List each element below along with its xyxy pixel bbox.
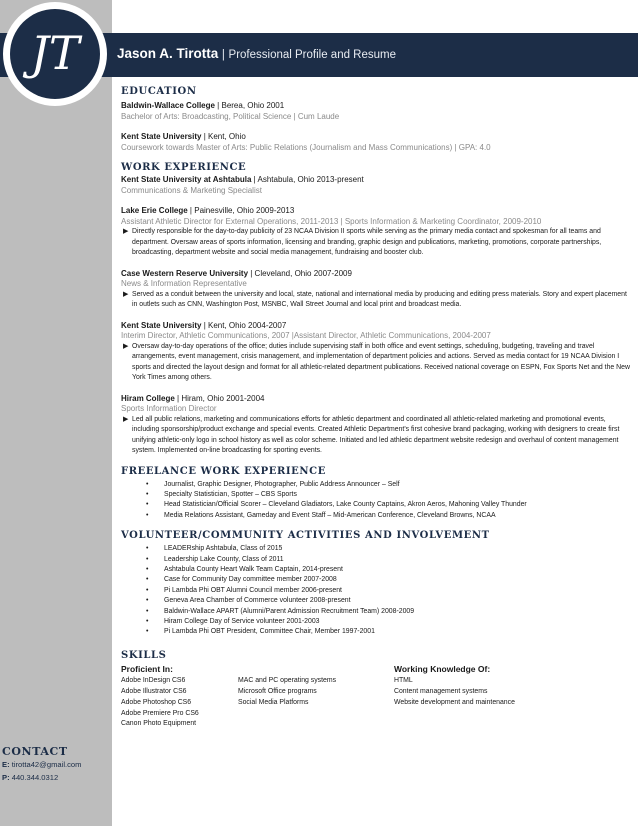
email-line [2,759,110,771]
employer-location: | Hiram, Ohio 2001-2004 [174,393,265,403]
job-entry [121,394,633,457]
employer-name: Lake Erie College [121,206,188,215]
list-item: • Leadership Lake County, Class of 2011 [146,555,633,565]
employer-name: Kent State University [121,320,202,330]
employer-location: | Ashtabula, Ohio 2013-present [251,175,364,184]
header-subtitle: Professional Profile and Resume [228,49,397,61]
bullet-arrow-icon: ▶ [123,342,129,350]
bullet-arrow-icon: ▶ [123,415,129,423]
list-item: • Head Statistician/Official Scorer – Cleveland Gladiators, Lake County Captains, Akron Aeros, Mahoning Valley Thunder [146,500,633,510]
list-item: • Geneva Area Chamber of Commerce volunteer 2008-present [146,596,633,606]
skills-column-3 [394,676,515,709]
volunteer-heading: VOLUNTEER/COMMUNITY ACTIVITIES AND INVOLVEMENT [121,530,490,542]
job-role: News & Information Representative [121,279,247,288]
school-location: | Kent, Ohio [201,132,246,141]
employer-name: Case Western Reserve University [121,268,249,278]
education-entry [121,132,633,153]
skills-column-2 [238,676,336,709]
list-item: • Baldwin-Wallace APART (Alumni/Parent Admission Recruitment Team) 2008-2009 [146,607,633,617]
school-name: Baldwin-Wallace College [121,101,215,110]
job-entry [121,269,633,311]
skill-item: HTML [394,676,413,684]
employer-location: | Cleveland, Ohio 2007-2009 [248,268,352,278]
volunteer-list [121,544,633,638]
skill-item: Adobe InDesign CS6 [121,676,186,684]
header-title [117,46,396,61]
job-role: Assistant Athletic Director for External Operations, 2011-2013 | Sports Information & Marketing Coordinator, 2009-2010 [121,216,542,226]
proficient-label: Proficient In: [121,663,173,674]
employer-name: Hiram College [121,393,175,403]
sidebar-panel [0,0,112,826]
list-item: • Specialty Statistician, Spotter – CBS Sports [146,490,633,500]
skill-item: Canon Photo Equipment [121,720,197,728]
job-description: ▶ Oversaw day-to-day operations of the office; duties include supervising staff in both office and event settings, scheduling, budgeting, traveling and travel arrangements, event management, crisis management, and implementation of department policies and actions. Served as media contact for 19 NCAA Division I sports and directed the layout design and format for all athletic-related department publications. Received national coverage on ESPN, Fox Sports Net and the New York Times among others. [123,342,630,381]
list-item: • LEADERship Ashtabula, Class of 2015 [146,544,633,554]
header-separator: | [221,49,225,61]
employer-location: | Kent, Ohio 2004-2007 [201,320,287,330]
monogram-logo [10,9,100,99]
person-name: Jason A. Tirotta [117,46,219,61]
list-item: • Case for Community Day committee member 2007-2008 [146,575,633,585]
email-address[interactable]: tirotta42@gmail.com [11,760,82,769]
phone-number[interactable]: 440.344.0312 [11,773,59,782]
job-role: Sports Information Director [121,404,217,413]
bullet-arrow-icon: ▶ [123,228,129,235]
school-location: | Berea, Ohio 2001 [214,101,285,110]
skills-column-1 [121,676,199,731]
job-role: Communications & Marketing Specialist [121,185,262,195]
job-entry [121,321,633,384]
resume-content [121,86,633,744]
skill-item: Social Media Platforms [238,698,309,706]
list-item: • Pi Lambda Phi OBT President, Committee Chair, Member 1997-2001 [146,627,633,637]
knowledge-label: Working Knowledge Of: [394,663,491,674]
degree-detail: Bachelor of Arts: Broadcasting, Political Science | Cum Laude [121,111,340,121]
education-entry [121,101,633,122]
work-heading: WORK EXPERIENCE [121,162,247,173]
education-heading: EDUCATION [121,86,197,97]
job-description: ▶ Directly responsible for the day-to-day publicity of 23 NCAA Division II sports while serving as the primary media contact and spokesman for all teams and department. Oversaw areas of sports information, licensing and branding, graphic design and publications, marketing, promotions, corporate partnerships, broadcasting, department website and social media management, fundraising and booster club. [123,228,602,256]
list-item: • Journalist, Graphic Designer, Photographer, Public Address Announcer – Self [146,480,633,490]
phone-label: P: [2,773,10,782]
skills-section [121,664,633,744]
freelance-list [121,480,633,522]
job-description: ▶ Led all public relations, marketing and communications efforts for athletic department and coordinated all athletic-related marketing and promotional events, including sponsorship/product exchange and special events. Created Athletic Department's first cohesive brand packaging, working with designers to create first unifying athletic-only logo in school history as well as color scheme. Initiated and led athletic department website redesign and overhaul of content management system. Implemented on-line broadcasting for sporting events. [123,415,620,454]
skill-item: Microsoft Office programs [238,687,317,695]
freelance-heading: FREELANCE WORK EXPERIENCE [121,465,326,477]
skill-item: Adobe Illustrator CS6 [121,687,187,695]
contact-block [2,745,110,784]
degree-detail: Coursework towards Master of Arts: Public Relations (Journalism and Mass Communications) | GPA: 4.0 [121,142,491,152]
list-item: • Hiram College Day of Service volunteer 2001-2003 [146,617,633,627]
skill-item: Adobe Photoshop CS6 [121,698,192,706]
list-item: • Media Relations Assistant, Gameday and Event Staff – Mid-American Conference, Cleveland Browns, NCAA [146,511,633,521]
monogram-text: JT [30,26,80,80]
job-description: ▶ Served as a conduit between the university and local, state, national and international media by producing and editing press materials. Story and expert placement in outlets such as CNN, Washington Post, MSNBC, Wall Street Journal and local print and broadcast media. [123,290,627,308]
contact-heading: CONTACT [2,745,68,758]
skill-item: Website development and maintenance [394,698,515,706]
skill-item: Content management systems [394,687,488,695]
bullet-arrow-icon: ▶ [123,290,129,298]
skill-item: Adobe Premiere Pro CS6 [121,709,199,717]
school-name: Kent State University [121,132,202,141]
skill-item: MAC and PC operating systems [238,676,337,684]
job-role: Interim Director, Athletic Communications, 2007 |Assistant Director, Athletic Communications, 2004-2007 [121,331,491,340]
employer-location: | Painesville, Ohio 2009-2013 [187,206,295,215]
phone-line [2,772,110,784]
employer-name: Kent State University at Ashtabula [121,175,252,184]
job-entry [121,206,633,259]
skills-heading: SKILLS [121,649,167,661]
list-item: • Ashtabula County Heart Walk Team Captain, 2014-present [146,565,633,575]
list-item: • Pi Lambda Phi OBT Alumni Council member 2006-present [146,586,633,596]
job-entry [121,175,633,196]
email-label: E: [2,760,10,769]
